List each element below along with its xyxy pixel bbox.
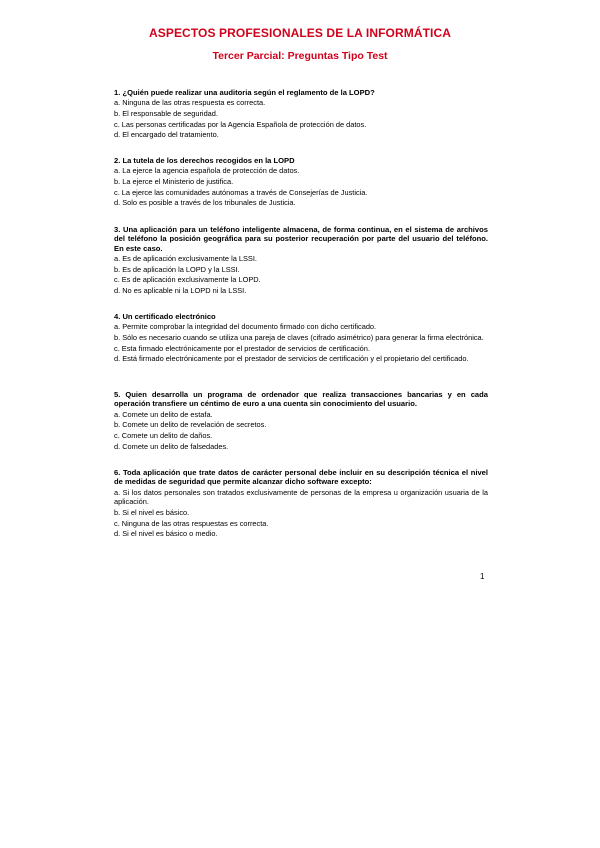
answer-option-b: b. Sólo es necesario cuando se utiliza una pareja de claves (cifrado asimétrico) para generar la firma electrónica. — [114, 333, 484, 342]
question-6 — [114, 468, 488, 540]
answer-option-a: a. La ejerce la agencia española de protección de datos. — [114, 166, 300, 176]
document-subtitle: Tercer Parcial: Preguntas Tipo Test — [212, 50, 388, 62]
question-text: 3. Una aplicación para un teléfono inteligente almacena, de forma continua, en el sistema de archivos del teléfono la posición geográfica para su posterior recuperación por parte del usuario del teléfono. En este caso. — [114, 225, 488, 253]
answer-option-c: c. Las personas certificadas por la Agencia Española de protección de datos. — [114, 119, 367, 129]
answer-option-c: c. Ninguna de las otras respuestas es correcta. — [114, 518, 269, 528]
answer-option-a: a. Si los datos personales son tratados exclusivamente de personas de la empresa u organización usuaria de la aplicación. — [114, 487, 488, 507]
answer-option-b: b. Es de aplicación la LOPD y la LSSI. — [114, 264, 240, 274]
answer-option-b: b. El responsable de seguridad. — [114, 109, 218, 118]
question-text: 1. ¿Quién puede realizar una auditoria según el reglamento de la LOPD? — [114, 88, 375, 97]
answer-option-c: c. La ejerce las comunidades autónomas a través de Consejerías de Justicia. — [114, 187, 368, 197]
answer-option-c: c. Comete un delito de daños. — [114, 431, 213, 440]
question-text: 4. Un certificado electrónico — [114, 312, 216, 321]
answer-option-d: d. Solo es posible a través de los tribunales de Justicia. — [114, 198, 296, 208]
question-3 — [114, 225, 488, 297]
question-text: 6. Toda aplicación que trate datos de carácter personal debe incluir en su descripción técnica el nivel de medidas de seguridad que permite alcanzar dicho software excepto: — [114, 468, 488, 487]
document-title: ASPECTOS PROFESIONALES DE LA INFORMÁTICA — [148, 26, 452, 40]
answer-option-a: a. Permite comprobar la integridad del documento firmado con dicho certificado. — [114, 322, 377, 332]
question-4 — [114, 312, 488, 365]
answer-option-b: b. Comete un delito de revelación de secretos. — [114, 420, 267, 430]
answer-option-d: d. No es aplicable ni la LOPD ni la LSSI. — [114, 286, 247, 295]
question-5 — [114, 390, 488, 452]
question-1 — [114, 88, 488, 141]
question-text: 5. Quien desarrolla un programa de ordenador que realiza transacciones bancarias y en cada operación transfiere un céntimo de euro a una cuenta sin conocimiento del usuario. — [114, 390, 488, 409]
question-text: 2. La tutela de los derechos recogidos en la LOPD — [114, 156, 295, 165]
answer-option-a: a. Es de aplicación exclusivamente la LSSI. — [114, 254, 257, 264]
answer-option-d: d. Si el nivel es básico o medio. — [114, 529, 218, 539]
answer-option-a: a. Ninguna de las otras respuesta es correcta. — [114, 98, 266, 108]
answer-option-b: b. La ejerce el Ministerio de justifica. — [114, 177, 234, 186]
answer-option-c: c. Esta firmado electrónicamente por el prestador de servicios de certificación. — [114, 343, 370, 353]
answer-option-d: d. Está firmado electrónicamente por el prestador de servicios de certificación y el propietario del certificado. — [114, 354, 469, 364]
answer-option-b: b. Si el nivel es básico. — [114, 508, 190, 517]
answer-option-a: a. Comete un delito de estafa. — [114, 409, 213, 419]
page-number: 1 — [480, 572, 485, 581]
answer-option-d: d. Comete un delito de falsedades. — [114, 441, 229, 451]
answer-option-d: d. El encargado del tratamiento. — [114, 130, 219, 140]
answer-option-c: c. Es de aplicación exclusivamente la LOPD. — [114, 275, 261, 285]
question-2 — [114, 156, 488, 209]
